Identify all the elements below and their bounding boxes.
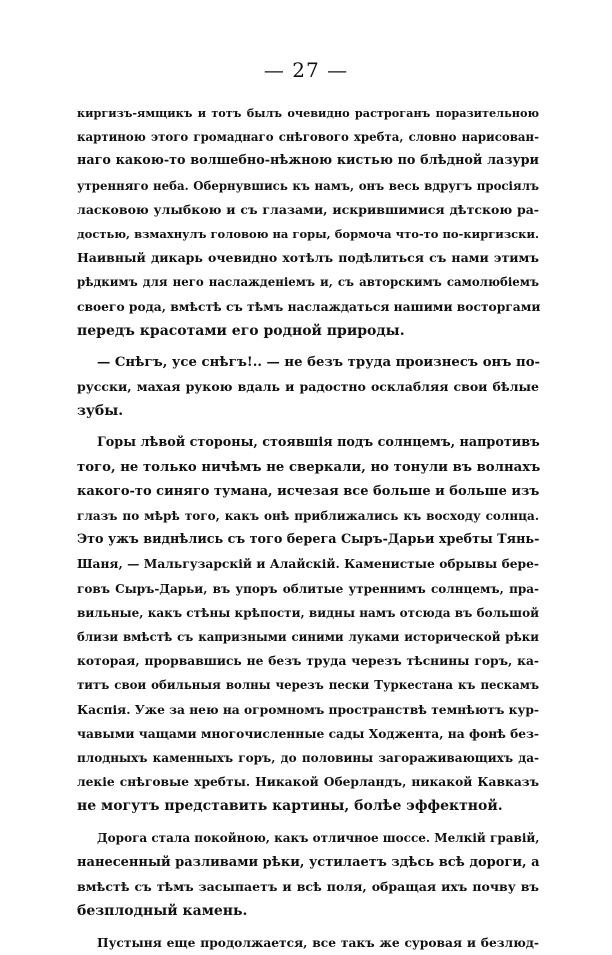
text-line: ласковою улыбкою и съ глазами, искрившимися дѣтскою ра- bbox=[77, 201, 539, 217]
text-line: утренняго неба. Обернувшись къ намъ, онъ весь вдругъ просіялъ bbox=[77, 178, 539, 193]
text-line: русски, махая рукою вдаль и радостно осклабляя свои бѣлые bbox=[77, 379, 539, 395]
text-line: рѣдкимъ для него наслажденіемъ и, съ авторскимъ самолюбіемъ bbox=[77, 275, 539, 290]
paragraph bbox=[77, 101, 539, 343]
text-line: Горы лѣвой стороны, стоявшія подъ солнцемъ, напротивъ bbox=[97, 435, 540, 451]
text-line: Дорога стала покойною, какъ отличное шоссе. Мелкій гравій, bbox=[97, 831, 540, 846]
text-line: наго какою-то волшебно-нѣжною кистью по блѣдной лазури bbox=[77, 153, 539, 169]
text-line: киргизъ-ямщикъ и тотъ былъ очевидно растроганъ поразительною bbox=[77, 106, 539, 120]
text-line: Наивный дикарь очевидно хотѣлъ подѣлиться съ нами этимъ bbox=[77, 250, 539, 266]
paragraph bbox=[77, 431, 539, 818]
paragraph-gap bbox=[77, 343, 539, 351]
body-text bbox=[77, 101, 539, 955]
text-line: вильные, какъ стѣны крѣпости, видны намъ отсюда въ большой bbox=[77, 605, 539, 620]
text-line: лекіе снѣговые хребты. Никакой Оберландъ, никакой Кавказъ bbox=[77, 774, 539, 790]
text-line: картиною этого громаднаго снѣгового хребта, словно нарисован- bbox=[77, 130, 539, 145]
text-line: не могутъ представить картины, болѣе эффектной. bbox=[77, 798, 503, 815]
text-line: зубы. bbox=[77, 403, 124, 420]
paragraph-gap bbox=[77, 818, 539, 826]
text-line: достью, взмахнулъ головою на горы, бормоча что-то по-киргизски. bbox=[77, 226, 539, 241]
paragraph bbox=[77, 826, 539, 923]
paragraph bbox=[77, 351, 539, 424]
page-number: — 27 — bbox=[263, 58, 349, 82]
text-line: безплодный камень. bbox=[77, 903, 248, 919]
text-line: глазъ по мѣрѣ того, какъ онѣ приближались къ восходу солнца. bbox=[77, 509, 539, 523]
paragraph-gap bbox=[77, 423, 539, 431]
text-line: титъ свои обильныя волны черезъ пески Туркестана къ пескамъ bbox=[77, 678, 539, 693]
text-line: плодныхъ каменныхъ горъ, до половины загораживающихъ да- bbox=[77, 750, 539, 765]
text-line: чавыми чащами многочисленные сады Ходжента, на фонѣ без- bbox=[77, 725, 539, 741]
paragraph-gap bbox=[77, 923, 539, 931]
text-line: которая, прорвавшись не безъ труда черезъ тѣснины горъ, ка- bbox=[77, 653, 539, 669]
text-line: вмѣстѣ съ тѣмъ засыпаетъ и всѣ поля, обращая ихъ почву въ bbox=[77, 878, 539, 894]
text-line: того, не только ничѣмъ не сверкали, но тонули въ волнахъ bbox=[77, 459, 541, 475]
text-line: Каспія. Уже за нею на огромномъ пространствѣ темнѣютъ кур- bbox=[77, 701, 539, 717]
text-line: Это ужъ виднѣлись съ того берега Сыръ-Дарьи хребты Тянь- bbox=[77, 532, 540, 548]
text-line: Пустыня еще продолжается, все такъ же суровая и безлюд- bbox=[97, 935, 539, 951]
text-line: — Снѣгъ, усе снѣгъ!.. — не безъ труда произнесъ онъ по- bbox=[97, 354, 541, 370]
text-line: передъ красотами его родной природы. bbox=[77, 322, 405, 339]
text-line: близи вмѣстѣ съ капризными синими луками исторической рѣки bbox=[77, 629, 539, 644]
paragraph bbox=[77, 931, 539, 955]
text-line: какого-то синяго тумана, исчезая все больше и больше изъ bbox=[77, 483, 540, 499]
text-line: нанесенный разливами рѣки, устилаетъ здѣсь всѣ дороги, а bbox=[77, 854, 540, 870]
text-line: своего рода, вмѣстѣ съ тѣмъ наслаждаться нашими восторгами bbox=[77, 298, 541, 314]
text-line: говъ Сыръ-Дарьи, въ упоръ облитые утреннимъ солнцемъ, пра- bbox=[77, 581, 539, 596]
text-line: Шаня, — Мальгузарскій и Алайскій. Каменистые обрывы бере- bbox=[77, 556, 539, 572]
